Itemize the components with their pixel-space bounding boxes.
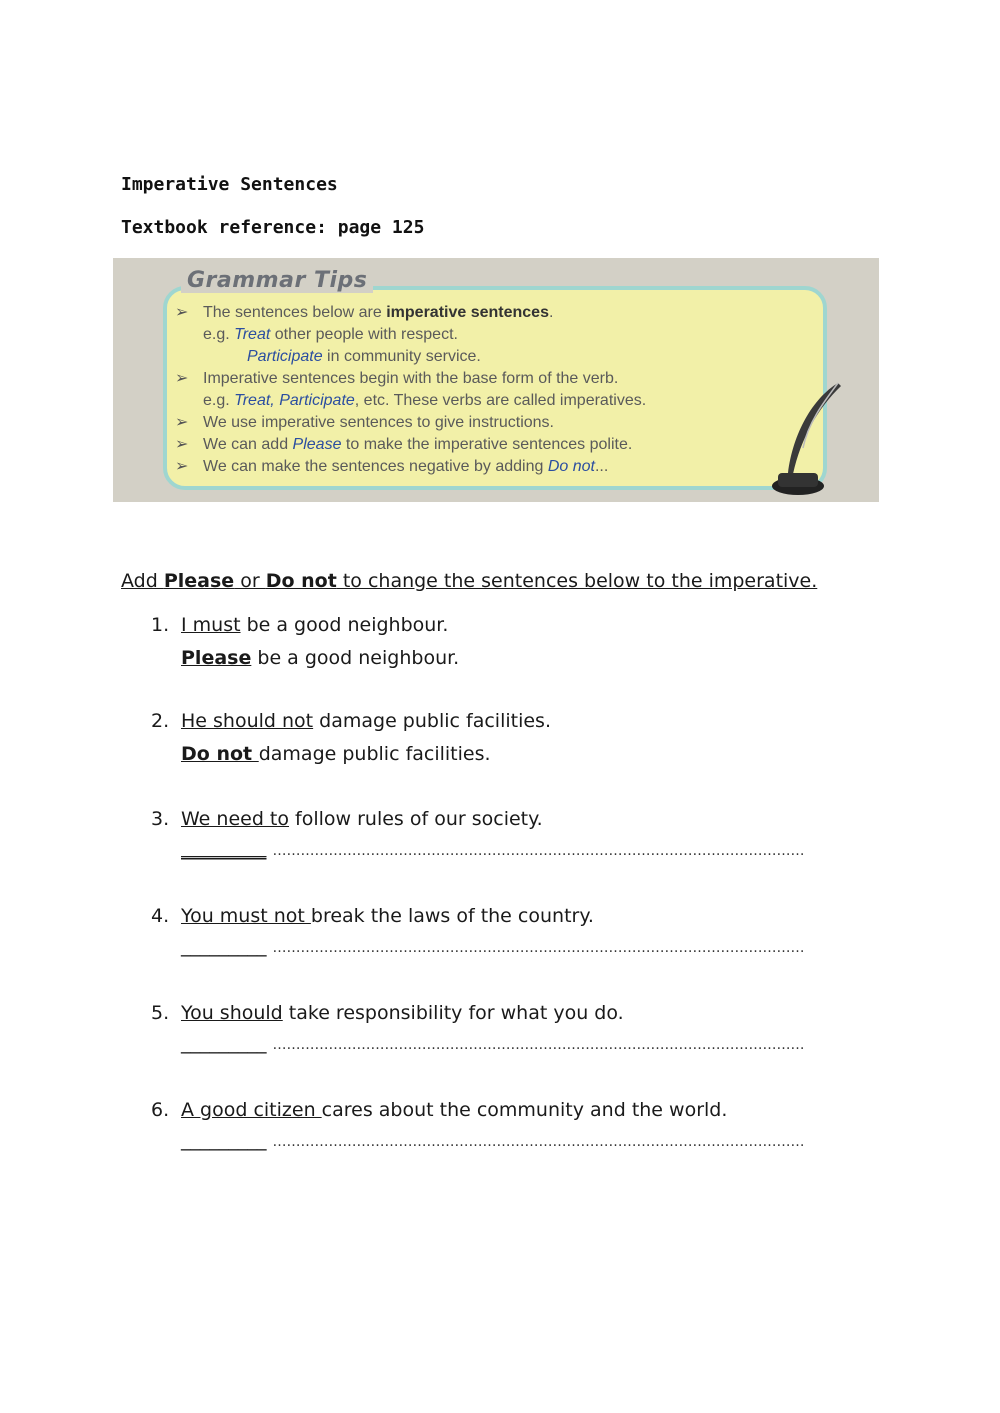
item-number: 4. — [151, 905, 170, 927]
source-sentence: A good citizen cares about the community and the world. — [181, 1099, 728, 1121]
item-number: 3. — [151, 808, 170, 830]
source-sentence: You should take responsibility for what you do. — [181, 1002, 624, 1024]
tip-line: ➢ We can make the sentences negative by adding Do not... — [175, 456, 785, 478]
quill-inkpot-icon — [753, 378, 853, 498]
worksheet-title: Imperative Sentences — [121, 174, 338, 195]
arrow-bullet-icon: ➢ — [175, 370, 189, 387]
source-sentence: He should not damage public facilities. — [181, 710, 551, 732]
item-number: 6. — [151, 1099, 170, 1121]
item-number: 2. — [151, 710, 170, 732]
tip-line: ➢ Imperative sentences begin with the base form of the verb. — [175, 368, 785, 390]
source-sentence: I must be a good neighbour. — [181, 614, 449, 636]
answer-line: Do not damage public facilities. — [181, 743, 491, 765]
exercise-instruction: Add Please or Do not to change the sentences below to the imperative. — [121, 570, 818, 592]
answer-blank[interactable]: _________ …………………………………………………………………………………………………… — [181, 1129, 805, 1151]
tip-line: ➢ We can add Please to make the imperative sentences polite. — [175, 434, 785, 456]
tip-line: ➢ The sentences below are imperative sentences. — [175, 302, 785, 324]
grammar-tips-heading: Grammar Tips — [181, 268, 373, 293]
answer-line: Please be a good neighbour. — [181, 647, 460, 669]
item-number: 1. — [151, 614, 170, 636]
source-sentence: You must not break the laws of the country. — [181, 905, 594, 927]
arrow-bullet-icon: ➢ — [175, 414, 189, 431]
item-number: 5. — [151, 1002, 170, 1024]
tip-line: e.g. Treat other people with respect. — [203, 326, 458, 343]
arrow-bullet-icon: ➢ — [175, 304, 189, 321]
grammar-tips-list — [175, 302, 785, 478]
textbook-reference: Textbook reference: page 125 — [121, 217, 425, 238]
answer-blank[interactable]: _________ …………………………………………………………………………………………………… — [181, 935, 805, 957]
source-sentence: We need to follow rules of our society. — [181, 808, 543, 830]
answer-blank[interactable]: _________ …………………………………………………………………………………………………… — [181, 1032, 805, 1054]
tip-line: Participate in community service. — [247, 348, 481, 365]
tip-line: ➢ We use imperative sentences to give instructions. — [175, 412, 785, 434]
tip-line: e.g. Treat, Participate, etc. These verbs are called imperatives. — [203, 392, 647, 409]
grammar-tips-panel — [113, 258, 879, 502]
arrow-bullet-icon: ➢ — [175, 436, 189, 453]
arrow-bullet-icon: ➢ — [175, 458, 189, 475]
answer-blank[interactable]: _________ …………………………………………………………………………………………………… — [181, 838, 805, 860]
